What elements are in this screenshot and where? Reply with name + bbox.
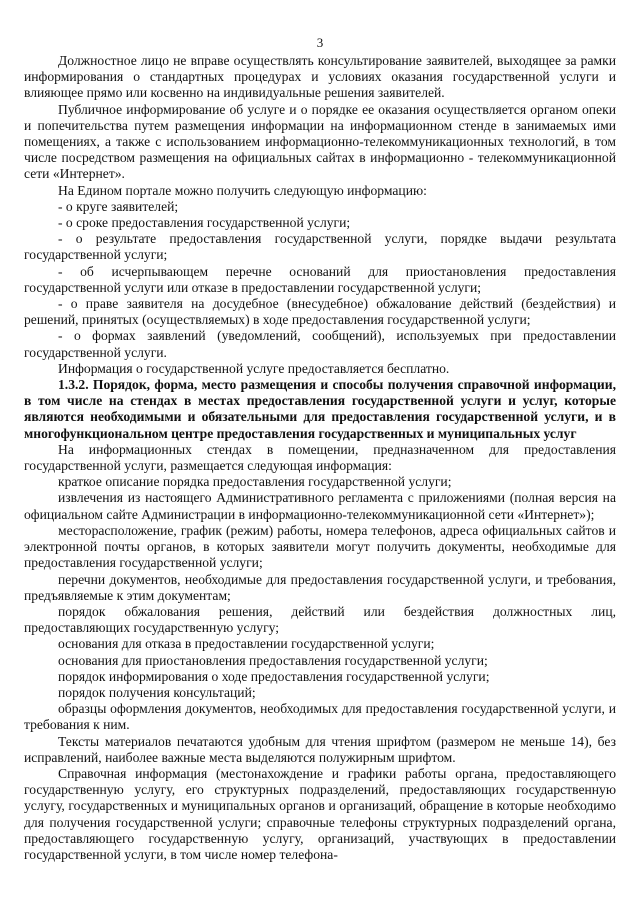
list-item-forms: - о формах заявлений (уведомлений, сообщений), используемых при предоставлении государственной услуги. [24, 328, 616, 360]
paragraph-reference-info: Справочная информация (местонахождение и графики работы органа, предоставляющего государственную услугу, его структурных подразделений, предоставляющих государственную услугу, государственных и муниципальных органов и организаций, обращение в которые необходимо для получения государственной услуги; справочные телефоны структурных подразделений органа, предоставляющего государственную услугу, организаций, участвующих в предоставлении государственной услуги, в том числе номер телефона- [24, 765, 616, 862]
stand-item-extracts: извлечения из настоящего Административного регламента с приложениями (полная версия на официальном сайте Администрации в информационно-телекоммуникационной сети «Интернет»); [24, 490, 616, 522]
list-item-grounds: - об исчерпывающем перечне оснований для приостановления предоставления государственной услуги или отказе в предоставлении государственной услуги; [24, 263, 616, 295]
stand-item-description: краткое описание порядка предоставления государственной услуги; [58, 474, 452, 490]
paragraph-public-informing: Публичное информирование об услуге и о порядке ее оказания осуществляется органом опеки и попечительства путем размещения информации на информационном стенде в занимаемых ими помещениях, а также с использованием информационно-телекоммуникационных технологий, в том числе посредством размещения на официальных сайтах в информационно - телекоммуникационной сети «Интернет». [24, 101, 616, 182]
paragraph-free-info: Информация о государственной услуге предоставляется бесплатно. [58, 360, 450, 376]
stand-item-samples: образцы оформления документов, необходимых для предоставления государственной услуги, и требования к ним. [24, 701, 616, 733]
stand-item-suspension-grounds: основания для приостановления предоставления государственной услуги; [58, 652, 488, 668]
stand-item-locations: месторасположение, график (режим) работы, номера телефонов, адреса официальных сайтов и электронной почты органов, в которых заявители могут получить документы, необходимые для предоставления государственной услуги; [24, 522, 616, 571]
list-item-result: - о результате предоставления государственной услуги, порядке выдачи результата государственной услуги; [24, 231, 616, 263]
list-item-applicants: - о круге заявителей; [58, 198, 179, 214]
paragraph-consulting-limits: Должностное лицо не вправе осуществлять консультирование заявителей, выходящее за рамки информирования о стандартных процедурах и условиях оказания государственной услуги и влияющее прямо или косвенно на индивидуальные решения заявителей. [24, 53, 616, 101]
paragraph-font-requirements: Тексты материалов печатаются удобным для чтения шрифтом (размером не меньше 14), без исправлений, наиболее важные места выделяются полужирным шрифтом. [24, 733, 616, 765]
stand-item-progress-info: порядок информирования о ходе предоставления государственной услуги; [58, 668, 490, 684]
paragraph-portal-info-intro: На Едином портале можно получить следующую информацию: [58, 182, 427, 198]
stand-item-documents: перечни документов, необходимые для предоставления государственной услуги, и требования, предъявляемые к этим документам; [24, 571, 616, 603]
list-item-deadline: - о сроке предоставления государственной услуги; [58, 215, 351, 231]
paragraph-stands-intro: На информационных стендах в помещении, предназначенном для предоставления государственной услуги, размещается следующая информация: [24, 441, 616, 474]
stand-item-refusal-grounds: основания для отказа в предоставлении государственной услуги; [58, 636, 435, 652]
stand-item-consultations: порядок получения консультаций; [58, 684, 256, 700]
page-number: 3 [316, 35, 324, 50]
stand-item-appeal-procedure: порядок обжалования решения, действий или бездействия должностных лиц, предоставляющих государственную услугу; [24, 603, 616, 636]
section-heading-1-3-2: 1.3.2. Порядок, форма, место размещения и способы получения справочной информации, в том числе на стендах в местах предоставления государственной услуги и услуг, которые являются необходимыми и обязательными для предоставления государственной услуги, и в многофункциональном центре предоставления государственных и муниципальных услуг [24, 377, 616, 441]
list-item-appeal-right: - о праве заявителя на досудебное (внесудебное) обжалование действий (бездействия) и решений, принятых (осуществляемых) в ходе предоставления государственной услуги; [24, 296, 616, 328]
